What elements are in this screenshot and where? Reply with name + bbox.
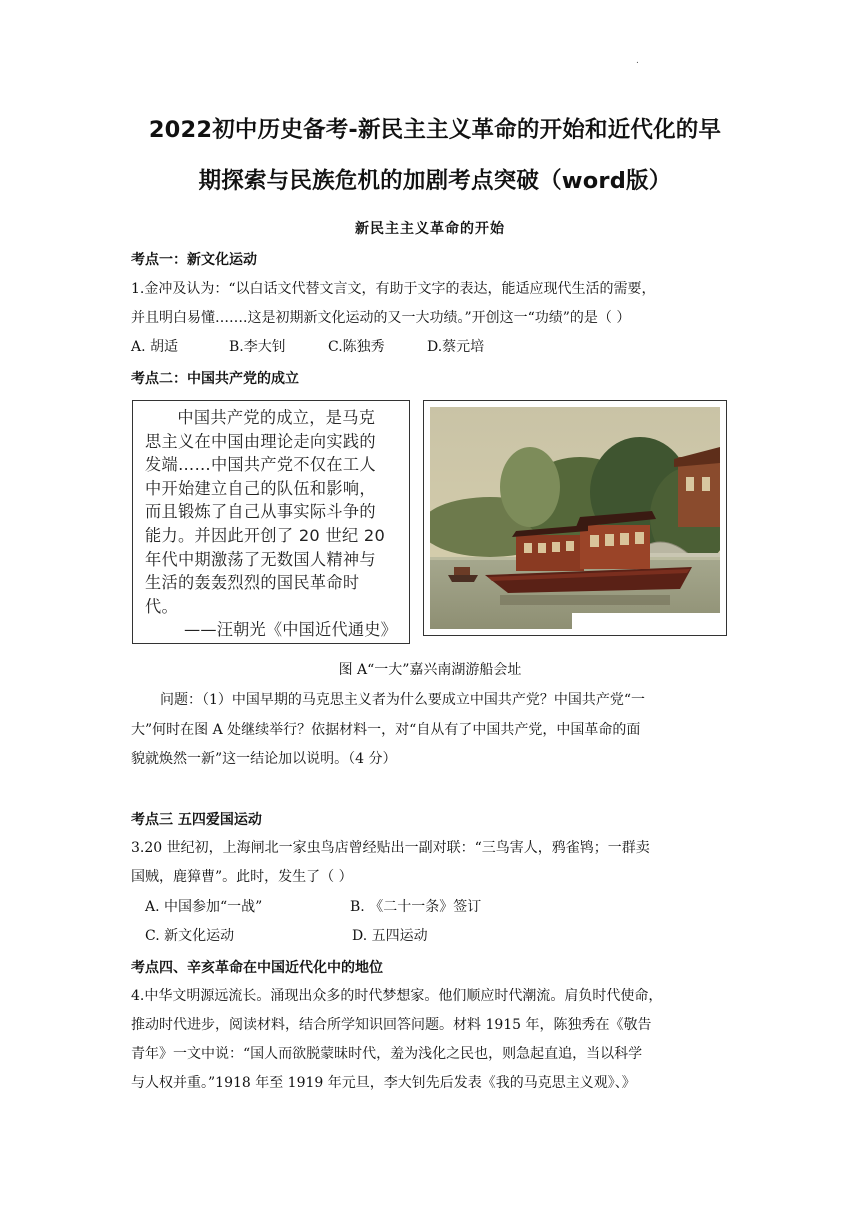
q1-line-1: 1.金冲及认为：“以白话文代替文言文，有助于文字的表达，能适应现代生活的需要， xyxy=(131,281,656,297)
red-boat-illustration xyxy=(430,407,720,629)
quote-line: 中开始建立自己的队伍和影响， xyxy=(145,478,376,498)
quote-line: 生活的轰轰烈烈的国民革命时 xyxy=(145,573,360,593)
q3-option-c: C. 新文化运动 xyxy=(145,928,235,944)
header-mark: . xyxy=(636,56,639,66)
quote-line: 能力。并因此开创了 20 世纪 20 xyxy=(145,525,386,545)
q1-option-d: D.蔡元培 xyxy=(427,339,485,355)
q4-line-2: 推动时代进步，阅读材料，结合所学知识回答问题。材料 1915 年，陈独秀在《敬告 xyxy=(131,1017,652,1033)
q1-options xyxy=(131,337,484,357)
q1-line-2: 并且明白易懂…….这是初期新文化运动的又一大功绩。”开创这一“功绩”的是（ ） xyxy=(131,310,631,326)
quote-line: 年代中期激荡了无数国人精神与 xyxy=(145,549,376,569)
q4-line-1: 4.中华文明源远流长。涌现出众多的时代梦想家。他们顺应时代潮流。肩负时代使命， xyxy=(131,988,663,1004)
kaodian2-heading: 考点二：中国共产党的成立 xyxy=(131,371,299,387)
kaodian3-heading: 考点三 五四爱国运动 xyxy=(131,812,262,828)
quote-line: 发端……中国共产党不仅在工人 xyxy=(145,455,376,475)
document-title-line-2: 期探索与民族危机的加剧考点突破（word版） xyxy=(198,168,672,194)
q3-line-1: 3.20 世纪初，上海闸北一家虫鸟店曾经贴出一副对联：“三鸟害人，鸦雀鸨；一群卖 xyxy=(131,840,650,856)
q1-option-a: A. 胡适 xyxy=(131,339,179,355)
material-quote-box xyxy=(132,400,410,644)
q3-option-d: D. 五四运动 xyxy=(352,928,428,944)
document-title-line-1: 2022初中历史备考-新民主主义革命的开始和近代化的早 xyxy=(148,117,722,143)
quote-line: 而且锻炼了自己从事实际斗争的 xyxy=(145,502,376,522)
q3-options-row-2 xyxy=(145,926,428,946)
red-boat-photo xyxy=(423,400,727,636)
q1-option-b: B.李大钊 xyxy=(229,339,286,355)
quote-line: 中国共产党的成立，是马克 xyxy=(177,408,376,427)
quote-line: 代。 xyxy=(145,596,178,616)
q1-option-c: C.陈独秀 xyxy=(328,339,385,355)
figure-caption: 图 A“一大”嘉兴南湖游船会址 xyxy=(338,662,522,678)
section-title: 新民主主义革命的开始 xyxy=(355,221,505,237)
q3-line-2: 国贼，鹿獐曹”。此时，发生了（ ） xyxy=(131,869,353,885)
question-line-3: 貌就焕然一新”这一结论加以说明。（4 分） xyxy=(131,751,397,767)
q4-line-4: 与人权并重。”1918 年至 1919 年元旦，李大钊先后发表《我的马克思主义观》、》 xyxy=(131,1075,636,1091)
question-line-2: 大”何时在图 A 处继续举行？依据材料一，对“自从有了中国共产党，中国革命的面 xyxy=(131,722,641,738)
q3-option-b: B. 《二十一条》签订 xyxy=(350,899,482,915)
quote-source: ——汪朝光《中国近代通史》 xyxy=(183,620,397,640)
q3-options-row-1 xyxy=(145,897,481,917)
kaodian4-heading: 考点四、辛亥革命在中国近代化中的地位 xyxy=(131,960,383,976)
q3-option-a: A. 中国参加“一战” xyxy=(145,899,263,915)
question-line-1: 问题：（1）中国早期的马克思主义者为什么要成立中国共产党？中国共产党“一 xyxy=(160,692,646,708)
kaodian1-heading: 考点一：新文化运动 xyxy=(131,252,257,268)
quote-line: 思主义在中国由理论走向实践的 xyxy=(145,431,376,451)
q4-line-3: 青年》一文中说：“国人而欲脱蒙昧时代，羞为浅化之民也，则急起直追，当以科学 xyxy=(131,1046,643,1062)
